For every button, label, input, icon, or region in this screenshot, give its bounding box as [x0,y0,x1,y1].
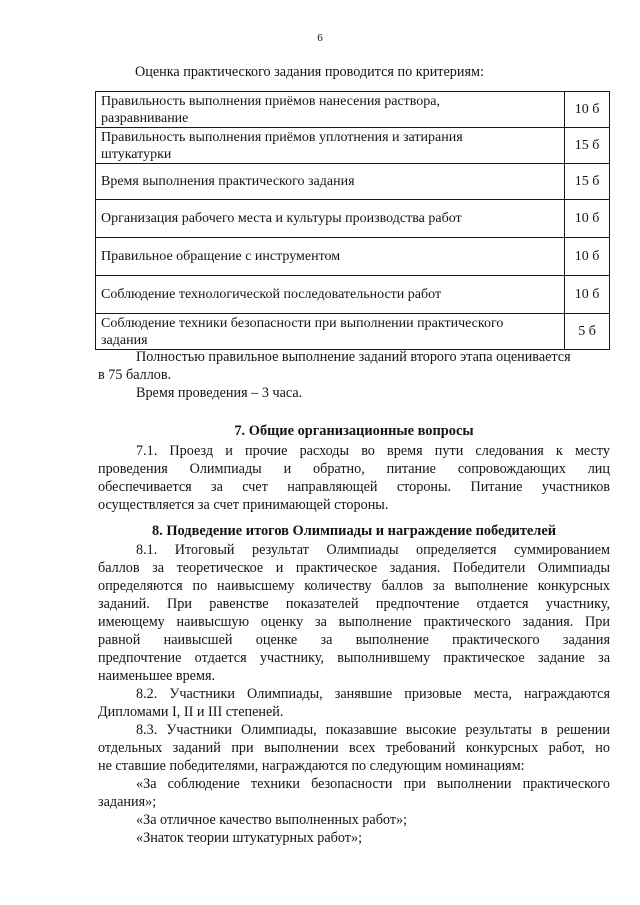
score-cell: 15 б [565,164,610,200]
score-cell: 15 б [565,128,610,164]
criterion-cell: Правильность выполнения приёмов нанесения раствора, разравнивание [96,92,565,128]
table-row [96,276,610,314]
list-item: задания»; [98,794,157,810]
section-8-2-paragraph: 8.2. Участники Олимпиады, занявшие призовые места, награждаются Дипломами I, II и III степеней. [98,686,610,720]
criterion-cell: Соблюдение техники безопасности при выполнении практического задания [96,314,565,350]
criterion-cell: Организация рабочего места и культуры производства работ [96,200,565,238]
table-row [96,238,610,276]
score-cell: 10 б [565,238,610,276]
list-item: «Знаток теории штукатурных работ»; [136,830,363,846]
section-8-1-paragraph: 8.1. Итоговый результат Олимпиады определяется суммированием баллов за теоретическое и практическое задания. Победители Олимпиады определяются по наивысшему количеству баллов за выполнение конкурсных заданий. При равенстве показателей предпочтение отдается участнику, имеющему наивысшую оценку за выполнение практического задания. При равной наивысшей оценке за выполнение практического задания предпочтение отдается участнику, выполнившему практическое задание за наименьшее время. [98,542,610,684]
section-8-heading: 8. Подведение итогов Олимпиады и награждение победителей [151,523,557,539]
table-row [96,164,610,200]
table-row [96,314,610,350]
total-score-paragraph: Полностью правильное выполнение заданий второго этапа оценивается в 75 баллов. Время проведения – 3 часа. [98,348,610,402]
criterion-cell: Правильность выполнения приёмов уплотнения и затирания штукатурки [96,128,565,164]
section-8-3-paragraph: 8.3. Участники Олимпиады, показавшие высокие результаты в решении отдельных заданий при выполнении всех требований конкурсных работ, но не ставшие победителями, награждаются по следующим номинациям: [98,722,610,774]
score-cell: 5 б [565,314,610,350]
criteria-intro: Оценка практического задания проводится по критериям: [135,64,484,80]
table-row [96,200,610,238]
list-item: «За отличное качество выполненных работ»; [136,812,408,828]
section-7-heading: 7. Общие организационные вопросы [234,423,474,439]
criterion-cell: Соблюдение технологической последовательности работ [96,276,565,314]
table-row [96,92,610,128]
score-cell: 10 б [565,200,610,238]
table-row [96,128,610,164]
nominations-list [98,775,610,847]
criterion-cell: Время выполнения практического задания [96,164,565,200]
list-item: «За соблюдение техники безопасности при выполнении практического [136,776,610,792]
score-cell: 10 б [565,92,610,128]
criterion-cell: Правильное обращение с инструментом [96,238,565,276]
page-number: 6 [317,32,323,44]
section-7-paragraph: 7.1. Проезд и прочие расходы во время пути следования к месту проведения Олимпиады и обратно, питание сопровождающих лиц обеспечивается за счет направляющей стороны. Питание участников осуществляется за счет принимающей стороны. [98,443,610,513]
duration-text: Время проведения – 3 часа. [136,385,303,401]
criteria-table [95,91,610,350]
score-cell: 10 б [565,276,610,314]
